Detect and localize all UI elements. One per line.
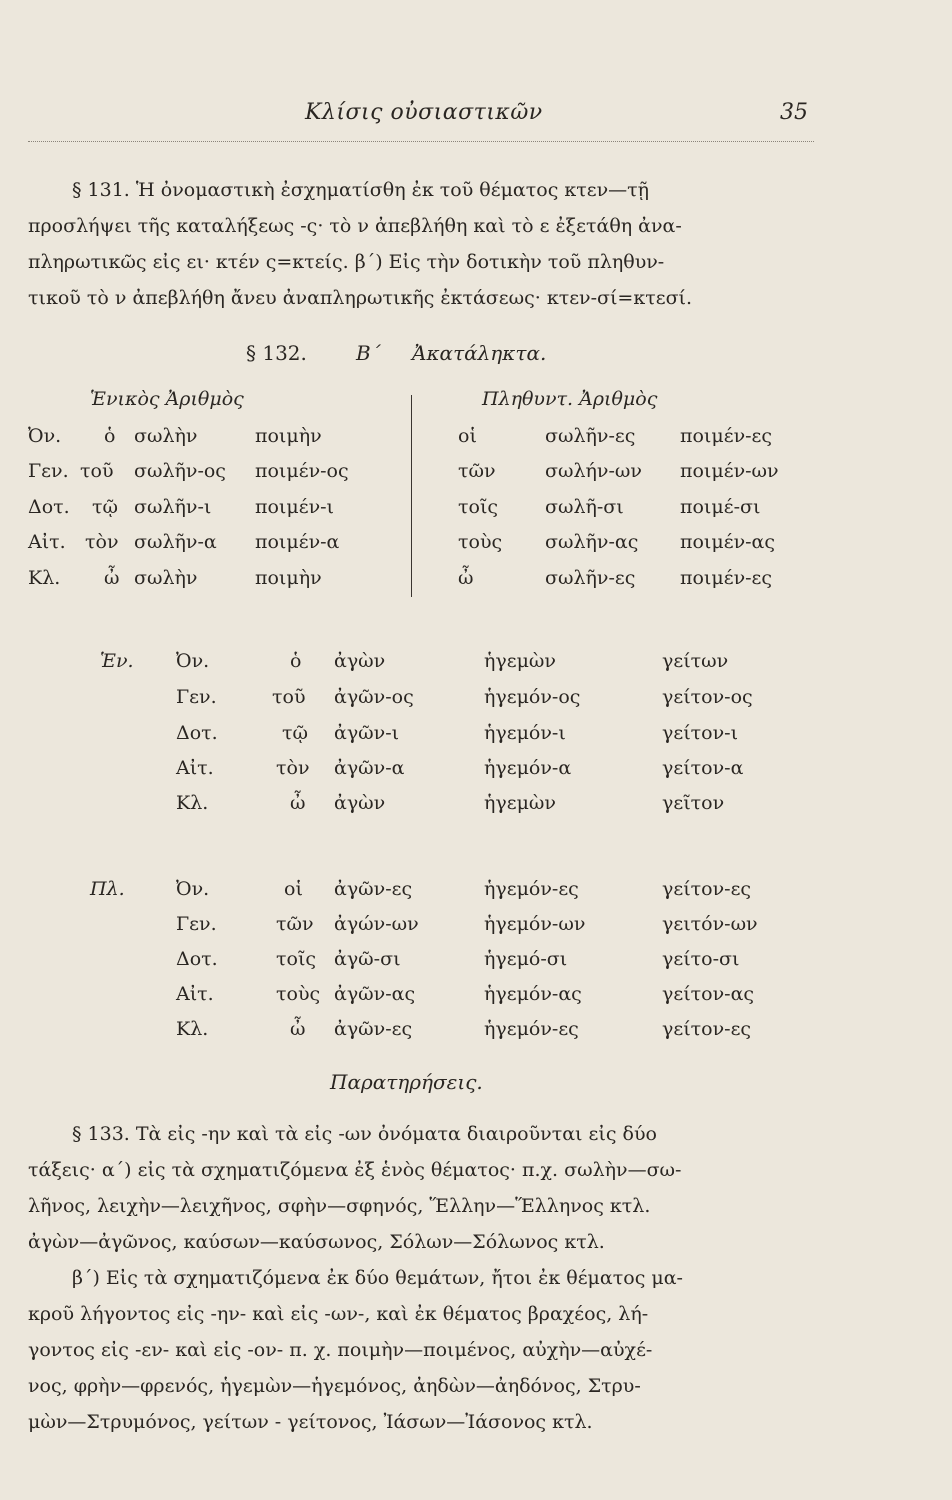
article: οἱ bbox=[284, 878, 303, 900]
form-hegemon: ἡγεμόν-ες bbox=[484, 1018, 579, 1040]
form-agon: ἀγῶν-ι bbox=[334, 722, 400, 744]
form-solen: σωλήν-ων bbox=[545, 460, 642, 482]
form-hegemon: ἡγεμόν-ι bbox=[484, 722, 566, 744]
number-label: Ἑν. bbox=[100, 650, 134, 672]
form-poimen: ποιμέν-ες bbox=[680, 567, 773, 589]
form-solen: σωλῆν-ες bbox=[545, 425, 636, 447]
article: τοῖς bbox=[276, 948, 317, 970]
article: τῶν bbox=[276, 913, 314, 935]
form-solen: σωλῆν-ες bbox=[545, 567, 636, 589]
section-number: § 132. bbox=[246, 341, 307, 365]
form-hegemon: ἡγεμόν-ες bbox=[484, 878, 579, 900]
case-label: Δοτ. bbox=[176, 722, 218, 744]
article: ὦ bbox=[290, 1018, 306, 1040]
section-letter: Β΄ bbox=[356, 341, 381, 365]
case-label: Κλ. bbox=[176, 1018, 209, 1040]
case-label: Αἰτ. bbox=[176, 983, 214, 1005]
paragraph-131 bbox=[28, 172, 818, 316]
case-label: Γεν. bbox=[28, 460, 69, 482]
form-solen: σωλῆν-ος bbox=[134, 460, 226, 482]
text-line: κροῦ λήγοντος εἰς -ην- καὶ εἰς -ων-, καὶ ἐκ θέματος βραχέος, λή- bbox=[28, 1303, 649, 1325]
form-poimen: ποιμὴν bbox=[255, 567, 322, 589]
text-line: § 131. Ἡ ὀνομαστικὴ ἐσχηματίσθη ἐκ τοῦ θέματος κτεν—τῇ bbox=[72, 179, 650, 201]
form-poimen: ποιμέν-ες bbox=[680, 425, 773, 447]
number-label: Πλ. bbox=[90, 878, 125, 900]
form-solen: σωλὴν bbox=[134, 567, 198, 589]
text-line: γοντος εἰς -εν- καὶ εἰς -ον- π. χ. ποιμὴν—ποιμένος, αὐχὴν—αὐχέ- bbox=[28, 1339, 653, 1361]
article: τὸν bbox=[276, 757, 310, 779]
paragraph-133-b bbox=[28, 1260, 818, 1440]
singular-header: Ἑνικὸς Ἀριθμὸς bbox=[90, 388, 244, 410]
form-geiton: γειτόν-ων bbox=[662, 913, 758, 935]
form-hegemon: ἡγεμό-σι bbox=[484, 948, 568, 970]
form-agon: ἀγὼν bbox=[334, 792, 386, 814]
form-agon: ἀγῶν-ος bbox=[334, 686, 414, 708]
case-label: Γεν. bbox=[176, 913, 217, 935]
form-agon: ἀγῶν-ας bbox=[334, 983, 416, 1005]
form-geiton: γείτων bbox=[662, 650, 729, 672]
article: τοὺς bbox=[458, 531, 503, 553]
text-line: προσλήψει τῆς καταλήξεως -ς· τὸ ν ἀπεβλήθη καὶ τὸ ε ἐξετάθη ἀνα- bbox=[28, 215, 682, 237]
header-rule bbox=[28, 141, 814, 142]
form-geiton: γείτον-ες bbox=[662, 1018, 752, 1040]
text-line: ἀγὼν—ἀγῶνος, καύσων—καύσωνος, Σόλων—Σόλωνος κτλ. bbox=[28, 1231, 605, 1253]
text-line: πληρωτικῶς εἰς ει· κτέν ς=κτείς. β΄) Εἰς τὴν δοτικὴν τοῦ πληθυν- bbox=[28, 251, 665, 273]
form-hegemon: ἡγεμὼν bbox=[484, 792, 556, 814]
article: τοῦ bbox=[272, 686, 306, 708]
form-poimen: ποιμέν-ι bbox=[255, 496, 334, 518]
case-label: Αἰτ. bbox=[28, 531, 66, 553]
case-label: Ὀν. bbox=[176, 650, 210, 672]
text-line: τάξεις· α΄) εἰς τὰ σχηματιζόμενα ἐξ ἑνὸς θέματος· π.χ. σωλὴν—σω- bbox=[28, 1159, 682, 1181]
text-line: § 133. Τὰ εἰς -ην καὶ τὰ εἰς -ων ὀνόματα διαιροῦνται εἰς δύο bbox=[72, 1123, 657, 1145]
form-geiton: γείτον-ες bbox=[662, 878, 752, 900]
form-hegemon: ἡγεμὼν bbox=[484, 650, 556, 672]
form-hegemon: ἡγεμόν-α bbox=[484, 757, 572, 779]
case-label: Κλ. bbox=[28, 567, 61, 589]
form-agon: ἀγῶ-σι bbox=[334, 948, 401, 970]
form-agon: ἀγῶν-α bbox=[334, 757, 405, 779]
article: τοῖς bbox=[458, 496, 499, 518]
form-poimen: ποιμὴν bbox=[255, 425, 322, 447]
observations-heading: Παρατηρήσεις. bbox=[330, 1070, 483, 1094]
column-divider bbox=[411, 395, 412, 597]
article: τῷ bbox=[92, 496, 119, 518]
article: τοὺς bbox=[276, 983, 321, 1005]
running-header-title: Κλίσις οὐσιαστικῶν bbox=[305, 100, 543, 125]
form-poimen: ποιμέ-σι bbox=[680, 496, 761, 518]
form-geiton: γείτον-α bbox=[662, 757, 744, 779]
section-title: Ἀκατάληκτα. bbox=[412, 341, 547, 365]
form-agon: ἀγών-ων bbox=[334, 913, 419, 935]
form-solen: σωλῆν-ι bbox=[134, 496, 212, 518]
form-geiton: γείτον-ι bbox=[662, 722, 739, 744]
case-label: Ὀν. bbox=[176, 878, 210, 900]
text-line: τικοῦ τὸ ν ἀπεβλήθη ἄνευ ἀναπληρωτικῆς ἐκτάσεως· κτεν-σί=κτεσί. bbox=[28, 287, 693, 309]
case-label: Δοτ. bbox=[176, 948, 218, 970]
page-number: 35 bbox=[780, 100, 808, 125]
form-hegemon: ἡγεμόν-ας bbox=[484, 983, 582, 1005]
form-solen: σωλὴν bbox=[134, 425, 198, 447]
form-poimen: ποιμέν-ος bbox=[255, 460, 349, 482]
article: τοῦ bbox=[80, 460, 114, 482]
plural-header: Πληθυντ. Ἀριθμὸς bbox=[482, 388, 658, 410]
form-agon: ἀγῶν-ες bbox=[334, 878, 413, 900]
case-label: Κλ. bbox=[176, 792, 209, 814]
form-solen: σωλῆ-σι bbox=[545, 496, 624, 518]
form-agon: ἀγὼν bbox=[334, 650, 386, 672]
article: ὦ bbox=[458, 567, 474, 589]
article: ὁ bbox=[290, 650, 302, 672]
case-label: Αἰτ. bbox=[176, 757, 214, 779]
form-poimen: ποιμέν-α bbox=[255, 531, 340, 553]
form-poimen: ποιμέν-ων bbox=[680, 460, 779, 482]
text-line: μὼν—Στρυμόνος, γείτων - γείτονος, Ἰάσων—Ἰάσονος κτλ. bbox=[28, 1411, 593, 1433]
article: ὦ bbox=[290, 792, 306, 814]
article: ὦ bbox=[104, 567, 120, 589]
form-solen: σωλῆν-α bbox=[134, 531, 217, 553]
case-label: Δοτ. bbox=[28, 496, 70, 518]
form-solen: σωλῆν-ας bbox=[545, 531, 639, 553]
paragraph-133 bbox=[28, 1116, 818, 1260]
article: ὁ bbox=[104, 425, 116, 447]
form-geiton: γεῖτον bbox=[662, 792, 725, 814]
article: οἱ bbox=[458, 425, 477, 447]
form-poimen: ποιμέν-ας bbox=[680, 531, 776, 553]
text-line: β΄) Εἰς τὰ σχηματιζόμενα ἐκ δύο θεμάτων, ἤτοι ἐκ θέματος μα- bbox=[72, 1267, 683, 1289]
case-label: Γεν. bbox=[176, 686, 217, 708]
form-hegemon: ἡγεμόν-ος bbox=[484, 686, 581, 708]
case-label: Ὀν. bbox=[28, 425, 62, 447]
text-line: λῆνος, λειχὴν—λειχῆνος, σφὴν—σφηνός, Ἕλλην—Ἕλληνος κτλ. bbox=[28, 1195, 651, 1217]
text-line: νος, φρὴν—φρενός, ἡγεμὼν—ἡγεμόνος, ἀηδὼν—ἀηδόνος, Στρυ- bbox=[28, 1375, 641, 1397]
form-geiton: γείτον-ας bbox=[662, 983, 755, 1005]
form-agon: ἀγῶν-ες bbox=[334, 1018, 413, 1040]
form-hegemon: ἡγεμόν-ων bbox=[484, 913, 586, 935]
article: τὸν bbox=[85, 531, 119, 553]
form-geiton: γείτο-σι bbox=[662, 948, 740, 970]
form-geiton: γείτον-ος bbox=[662, 686, 753, 708]
article: τῶν bbox=[458, 460, 496, 482]
article: τῷ bbox=[282, 722, 309, 744]
